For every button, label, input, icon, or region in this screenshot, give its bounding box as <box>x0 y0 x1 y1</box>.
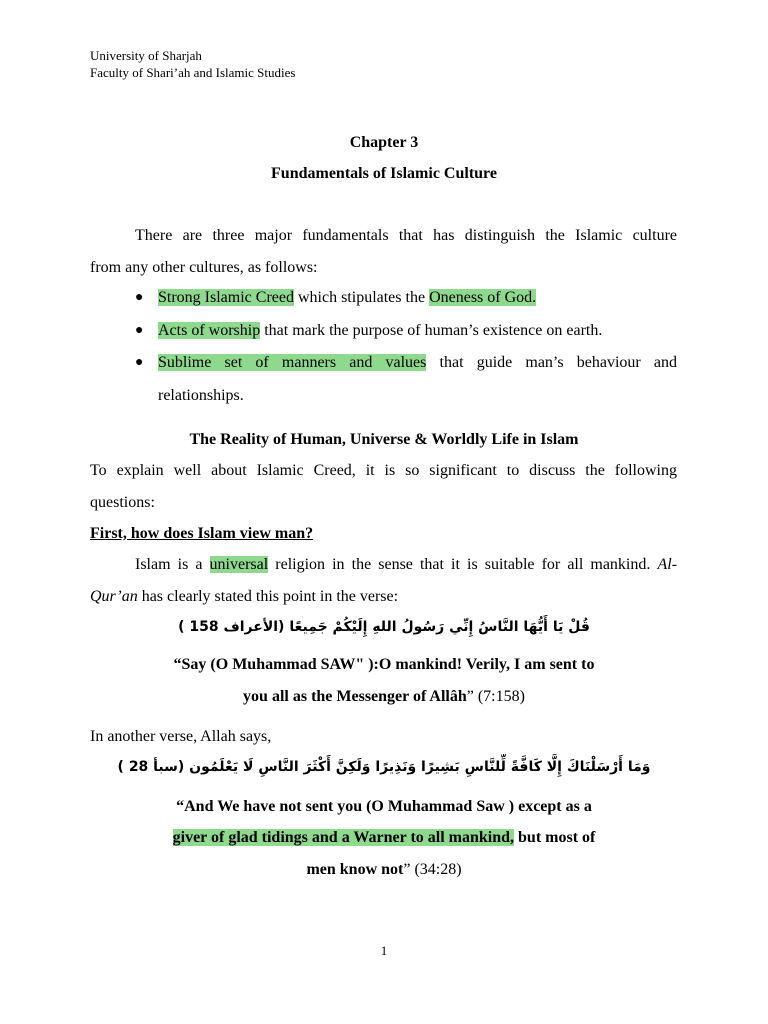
page-number: 1 <box>380 943 388 958</box>
verse1-translation-text-1: “Say (O Muhammad SAW" ):O mankind! Verily, I am sent to <box>173 656 595 673</box>
bullet-3-continuation: relationships. <box>158 387 244 404</box>
section-title: The Reality of Human, Universe & Worldly Life in Islam <box>189 431 579 448</box>
verse2-translation-bold: men know not <box>306 861 404 878</box>
header-faculty: Faculty of Shari’ah and Islamic Studies <box>90 65 296 80</box>
verse2-translation-highlight: giver of glad tidings and a Warner to all mankind, <box>172 829 515 846</box>
verse2-translation-ref: ” (34:28) <box>403 861 462 878</box>
verse2-translation-text-2: but most of <box>514 829 596 846</box>
verse1-arabic: قُلْ يَا أَيُّهَا النَّاسُ إِنِّي رَسُولُ اللهِ إِلَيْكُمْ جَمِيعًا (الأعراف 158 ) <box>178 619 590 635</box>
bullet-1-text: which stipulates the <box>293 289 430 306</box>
para1-line-2 <box>90 587 398 607</box>
bullet-dot-3: ● <box>135 355 144 370</box>
verse2-translation-text-1: “And We have not sent you (O Muhammad Saw ) except as a <box>176 798 592 815</box>
bullet-item-1 <box>158 288 536 308</box>
para1-pre: Islam is a <box>135 556 210 573</box>
bullet-1-highlight: Strong Islamic Creed <box>158 289 294 306</box>
verse2-arabic: وَمَا أَرْسَلْنَاكَ إِلَّا كَافَّةً لِّلنَّاسِ بَشِيرًا وَنَذِيرًا وَلَكِنَّ أَكْثَرَ النَّاسِ لَا يَعْلَمُون (سبأ 28 ) <box>117 759 651 775</box>
para1-line2-post: has clearly stated this point in the verse: <box>137 588 399 605</box>
bullet-2-highlight: Acts of worship <box>158 322 261 339</box>
intro-line-2: from any other cultures, as follows: <box>90 259 318 276</box>
para1-italic-2: Qur’an <box>90 588 138 605</box>
para1-highlight: universal <box>209 556 269 573</box>
verse1-translation-line-1 <box>0 655 768 675</box>
para1-italic-1: Al- <box>657 556 678 573</box>
intro-line-1: There are three major fundamentals that has distinguish the Islamic culture <box>135 227 677 244</box>
verse2-translation-line-3 <box>0 860 768 880</box>
para1-line-1 <box>135 555 677 575</box>
bullet-item-3 <box>158 353 677 373</box>
section-line-1: To explain well about Islamic Creed, it is so significant to discuss the following <box>90 462 677 479</box>
header-university: University of Sharjah <box>90 48 202 63</box>
section-line-2: questions: <box>90 494 155 511</box>
chapter-number: Chapter 3 <box>349 134 419 151</box>
para2-text: In another verse, Allah says, <box>90 728 272 745</box>
chapter-title: Fundamentals of Islamic Culture <box>271 165 497 182</box>
verse2-translation-line-1 <box>0 797 768 817</box>
bullet-dot-1: ● <box>135 290 144 305</box>
para1-post: religion in the sense that it is suitable for all mankind. <box>268 556 658 573</box>
bullet-dot-2: ● <box>135 323 144 338</box>
subsection-title: First, how does Islam view man? <box>90 525 314 542</box>
bullet-3-text: that guide man’s behaviour and <box>426 354 677 371</box>
verse1-translation-ref: ” (7:158) <box>466 688 525 705</box>
bullet-item-2 <box>158 321 602 341</box>
bullet-2-text: that mark the purpose of human’s existence on earth. <box>260 322 603 339</box>
verse1-translation-bold: you all as the Messenger of Allâh <box>243 688 467 705</box>
verse1-translation-line-2 <box>0 687 768 707</box>
bullet-1-highlight-2: Oneness of God. <box>429 289 537 306</box>
verse2-translation-line-2 <box>0 828 768 848</box>
bullet-3-highlight: Sublime set of manners and values <box>158 354 427 371</box>
